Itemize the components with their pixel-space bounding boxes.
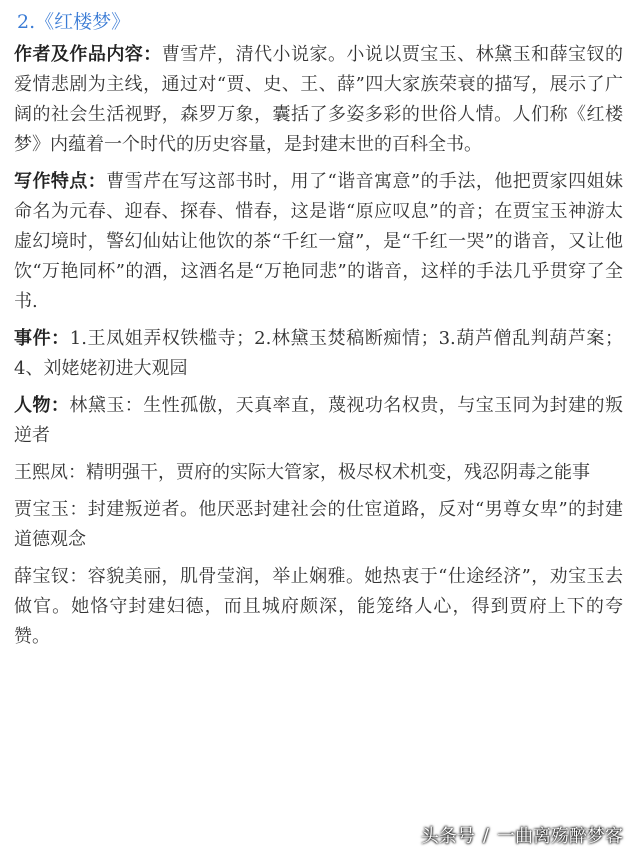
paragraph-text: 林黛玉：生性孤傲，天真率直，蔑视功名权贵，与宝玉同为封建的叛逆者 <box>14 395 623 446</box>
source-watermark <box>421 820 623 850</box>
paragraph-writing-features <box>14 167 623 317</box>
paragraph-text: 王熙凤：精明强干，贾府的实际大管家，极尽权术机变，残忍阴毒之能事 <box>14 462 590 483</box>
paragraph-author-content <box>14 40 623 160</box>
paragraph-text: 薛宝钗：容貌美丽，肌骨莹润，举止娴雅。她热衷于“仕途经济”，劝宝玉去做官。她恪守封建妇德，而且城府颇深，能笼络人心，得到贾府上下的夸赞。 <box>14 566 623 647</box>
paragraph-character-xue-baochai <box>14 562 623 652</box>
paragraph-label: 作者及作品内容： <box>14 44 162 65</box>
paragraph-label: 事件： <box>14 328 70 349</box>
paragraph-character-jia-baoyu <box>14 495 623 555</box>
section-title: 2.《红楼梦》 <box>17 11 131 33</box>
paragraph-character-lin-daiyu <box>14 391 623 451</box>
paragraph-text: 1.王凤姐弄权铁槛寺；2.林黛玉焚稿断痴情；3.葫芦僧乱判葫芦案；4、刘姥姥初进大观园 <box>14 328 623 379</box>
paragraph-events <box>14 324 623 384</box>
watermark-source: 头条号 <box>420 826 475 847</box>
watermark-author: 一曲离殇醉梦客 <box>497 826 623 847</box>
paragraph-character-wang-xifeng <box>14 458 623 488</box>
paragraph-label: 人物： <box>14 395 70 416</box>
paragraph-text: 曹雪芹在写这部书时，用了“谐音寓意”的手法，他把贾家四姐妹命名为元春、迎春、探春、惜春，这是谐“原应叹息”的音；在贾宝玉神游太虚幻境时，警幻仙姑让他饮的茶“千红一窟”，是“千红一哭”的谐音，又让他饮“万艳同杯”的酒，这酒名是“万艳同悲”的谐音，这样的手法几乎贯穿了全书. <box>14 171 624 312</box>
paragraph-label: 写作特点： <box>14 171 107 192</box>
paragraph-text: 贾宝玉：封建叛逆者。他厌恶封建社会的仕宦道路，反对“男尊女卑”的封建道德观念 <box>14 499 623 550</box>
watermark-separator: / <box>482 824 489 846</box>
paragraph-text: 曹雪芹，清代小说家。小说以贾宝玉、林黛玉和薛宝钗的爱情悲剧为主线，通过对“贾、史、王、薛”四大家族荣衰的描写，展示了广阔的社会生活视野，森罗万象，囊括了多姿多彩的世俗人情。人们称《红楼梦》内蕴着一个时代的历史容量，是封建末世的百科全书。 <box>14 44 623 155</box>
